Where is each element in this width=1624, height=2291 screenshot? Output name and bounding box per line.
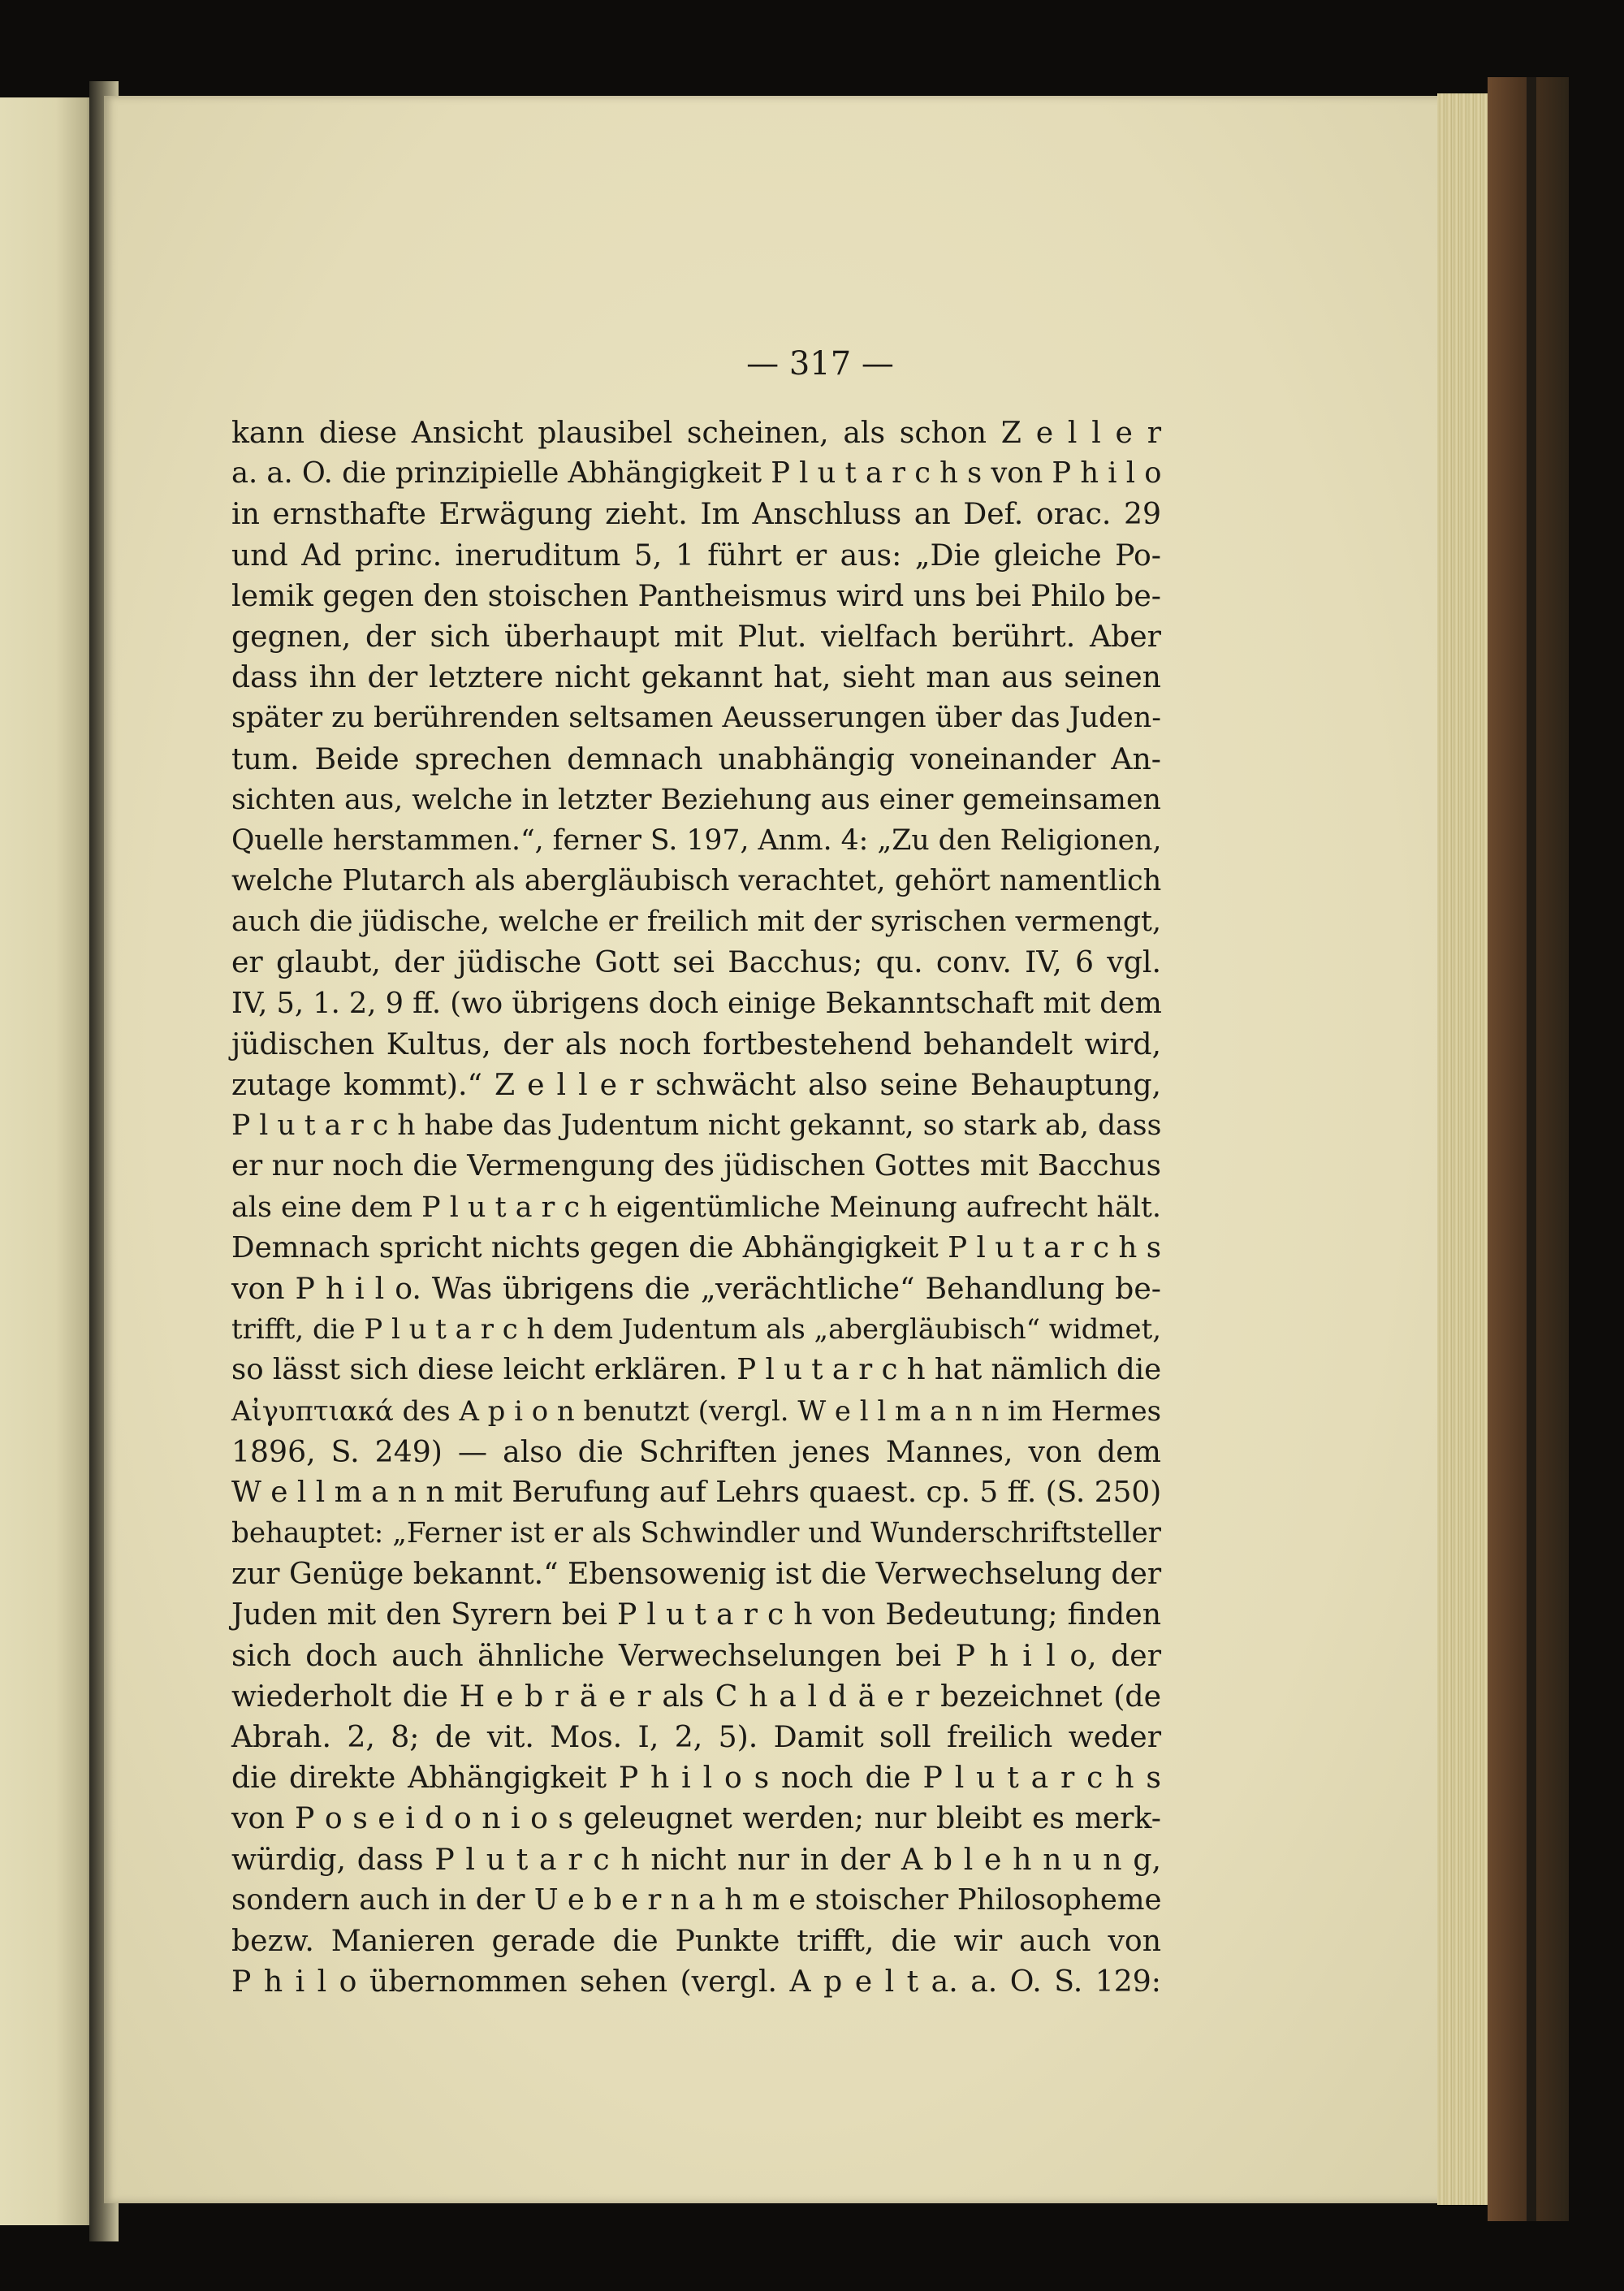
text-line: Juden mit den Syrern bei P l u t a r c h von Bedeutung; finden (231, 1597, 1161, 1632)
text-line: später zu berührenden seltsamen Aeusserungen über das Juden- (231, 702, 1162, 735)
text-line: die direkte Abhängigkeit P h i l o s noch die P l u t a r c h s (231, 1760, 1161, 1796)
text-line: Demnach spricht nichts gegen die Abhängigkeit P l u t a r c h s (231, 1230, 1161, 1264)
text-line: kann diese Ansicht plausibel scheinen, als schon Z e l l e r (231, 415, 1161, 450)
text-line: P h i l o übernommen sehen (vergl. A p e l t a. a. O. S. 129: (231, 1964, 1161, 1999)
text-line: sichten aus, welche in letzter Beziehung aus einer gemeinsamen (231, 783, 1161, 816)
text-line: welche Plutarch als abergläubisch verachtet, gehört namentlich (231, 864, 1162, 898)
text-line: jüdischen Kultus, der als noch fortbestehend behandelt wird, (231, 1026, 1161, 1061)
text-line: würdig, dass P l u t a r c h nicht nur in der A b l e h n u n g, (231, 1841, 1161, 1877)
text-line: a. a. O. die prinzipielle Abhängigkeit P l u t a r c h s von P h i l o (231, 456, 1162, 491)
text-line: sondern auch in der U e b e r n a h m e stoischer Philosopheme (231, 1883, 1162, 1917)
text-line: 1896, S. 249) — also die Schriften jenes Mannes, von dem (231, 1433, 1161, 1469)
cover-shadow (1527, 77, 1536, 2221)
text-line: P l u t a r c h habe das Judentum nicht gekannt, so stark ab, dass (231, 1109, 1162, 1143)
body-text (231, 413, 1161, 2002)
text-line: er nur noch die Vermengung des jüdischen Gottes mit Bacchus (231, 1149, 1161, 1183)
text-line: in ernsthafte Erwägung zieht. Im Anschluss an Def. orac. 29 (231, 496, 1161, 532)
text-line: von P h i l o. Was übrigens die „verächtliche“ Behandlung be- (231, 1270, 1161, 1306)
text-line: trifft, die P l u t a r c h dem Judentum als „abergläubisch“ widmet, (231, 1313, 1161, 1346)
text-line: bezw. Manieren gerade die Punkte trifft, die wir auch von (231, 1922, 1161, 1958)
text-line: sich doch auch ähnliche Verwechselungen bei P h i l o, der (231, 1637, 1161, 1673)
text-line: von P o s e i d o n i o s geleugnet werden; nur bleibt es merk- (231, 1800, 1161, 1836)
text-line: W e l l m a n n mit Berufung auf Lehrs quaest. cp. 5 ff. (S. 250) (231, 1475, 1162, 1509)
text-line: wiederholt die H e b r ä e r als C h a l d ä e r bezeichnet (de (231, 1678, 1161, 1714)
text-line: Quelle herstammen.“, ferner S. 197, Anm. 4: „Zu den Religionen, (231, 823, 1162, 857)
text-line: zur Genüge bekannt.“ Ebensowenig ist die Verwechselung der (231, 1556, 1162, 1592)
page-number (0, 345, 1624, 383)
page-number-text: — 317 — (746, 345, 894, 383)
text-line: dass ihn der letztere nicht gekannt hat, sieht man aus seinen (231, 659, 1161, 695)
text-line: und Ad princ. ineruditum 5, 1 führt er aus: „Die gleiche Po- (231, 537, 1161, 573)
text-line: lemik gegen den stoischen Pantheismus wird uns bei Philo be- (231, 577, 1161, 613)
text-line: Αἰγυπτιακά des A p i o n benutzt (vergl. W e l l m a n n im Hermes (231, 1394, 1162, 1427)
text-line: als eine dem P l u t a r c h eigentümliche Meinung aufrecht hält. (231, 1191, 1161, 1224)
text-line: er glaubt, der jüdische Gott sei Bacchus; qu. conv. IV, 6 vgl. (231, 944, 1161, 980)
text-line: auch die jüdische, welche er freilich mit der syrischen vermengt, (231, 906, 1161, 939)
page-stack-edge (1437, 93, 1488, 2205)
text-line: IV, 5, 1. 2, 9 ff. (wo übrigens doch einige Bekanntschaft mit dem (231, 986, 1162, 1020)
text-line: Abrah. 2, 8; de vit. Mos. I, 2, 5). Damit soll freilich weder (231, 1719, 1161, 1754)
text-line: so lässt sich diese leicht erklären. P l u t a r c h hat nämlich die (231, 1353, 1162, 1387)
text-line: zutage kommt).“ Z e l l e r schwächt also seine Behauptung, (231, 1067, 1161, 1102)
facing-page-edge (0, 97, 102, 2225)
text-line: behauptet: „Ferner ist er als Schwindler und Wunderschriftsteller (231, 1517, 1161, 1550)
text-line: gegnen, der sich überhaupt mit Plut. vielfach berührt. Aber (231, 618, 1161, 654)
text-line: tum. Beide sprechen demnach unabhängig voneinander An- (231, 741, 1161, 776)
